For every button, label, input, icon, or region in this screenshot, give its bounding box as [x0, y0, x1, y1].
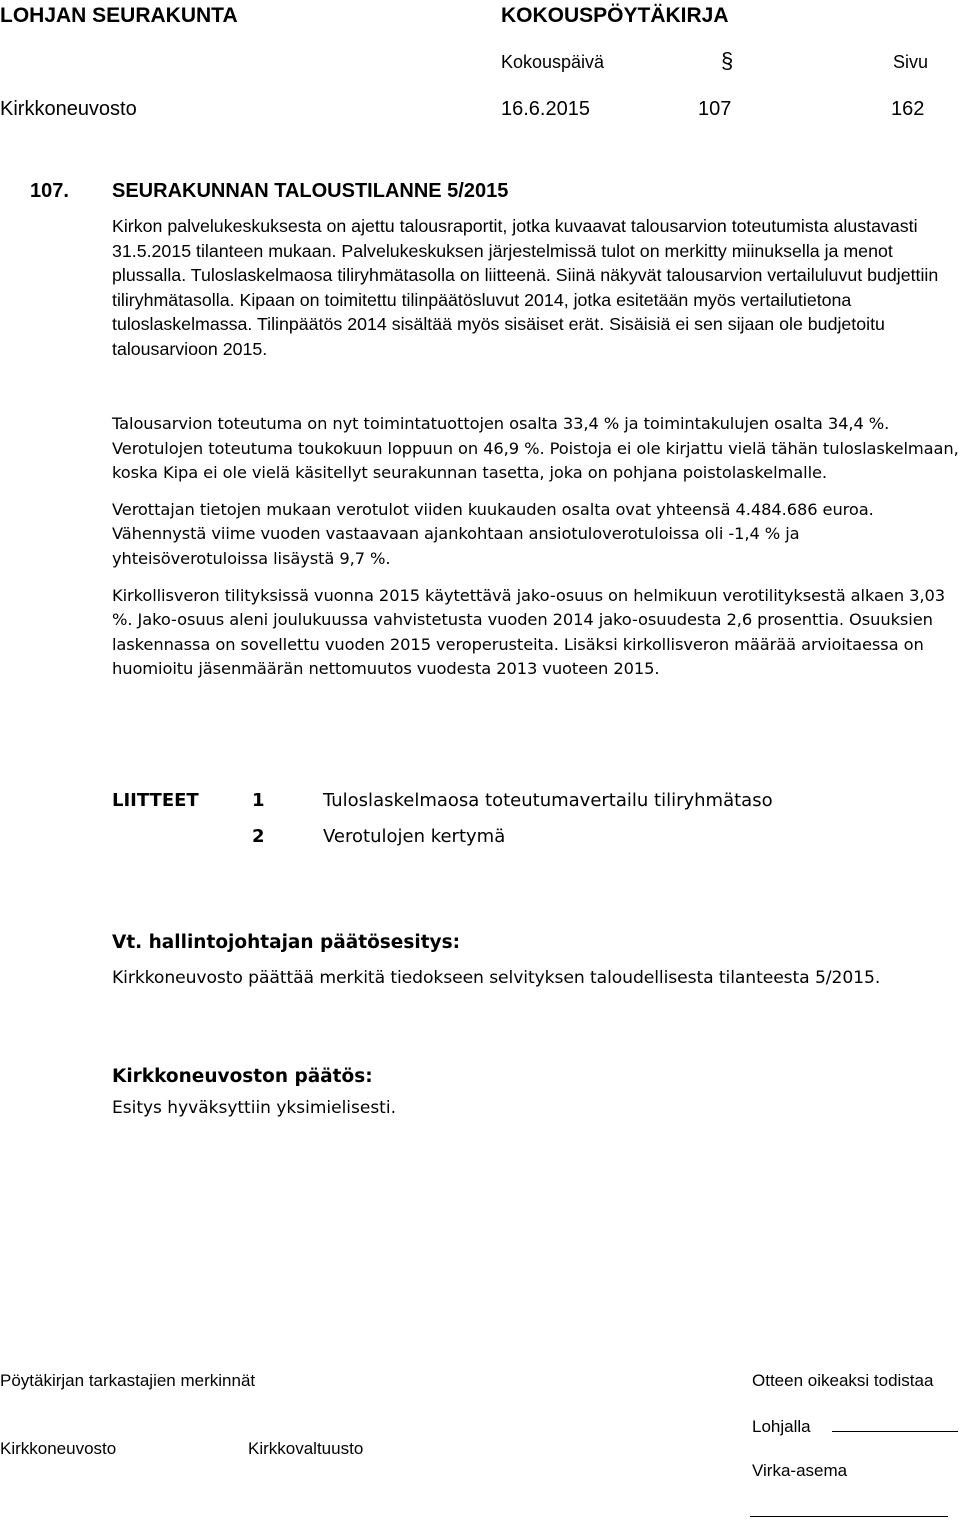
paragraph-tax-share: Kirkollisveron tilityksissä vuonna 2015 käytettävä jako-osuus on helmikuun verotilityksestä alkaen 3,03 %. Jako-osuus aleni joulukuussa vahvistetusta vuoden 2014 jako-osuudesta 2,6 prosenttia. Osuuksien laskennassa on sovellettu vuoden 2015 veroperusteita. Lisäksi kirkollisveron määrää arvioitaessa on huomioitu jäsenmäärän nettomuutos vuodesta 2013 vuoteen 2015. — [112, 585, 945, 679]
attachment-1-title: Tuloslaskelmaosa toteutumavertailu tiliryhmätaso — [323, 790, 773, 811]
section-number: 107 — [698, 98, 732, 120]
place-signature-line — [832, 1431, 958, 1432]
attachment-2-title: Verotulojen kertymä — [323, 826, 506, 847]
paragraph-realization: Talousarvion toteutuma on nyt toimintatuottojen osalta 33,4 % ja toimintakulujen osalta 34,4 %. Verotulojen toteutuma toukokuun loppuun on 46,9 %. Poistoja ei ole kirjattu vielä tähän tuloslaskelmaan, koska Kipa ei ole vielä käsitellyt seurakunnan tasetta, joka on pohjana poistolaskelmalle. — [112, 414, 959, 483]
reviewer-col-2: Kirkkovaltuusto — [248, 1439, 364, 1458]
organization-name: LOHJAN SEURAKUNTA — [0, 4, 238, 27]
body-section-2 — [112, 412, 960, 694]
attachment-1-number: 1 — [252, 790, 265, 811]
decision-text: Esitys hyväksyttiin yksimielisesti. — [112, 1098, 396, 1118]
signature-line — [750, 1516, 948, 1517]
place-label: Lohjalla — [752, 1417, 811, 1436]
section-symbol: § — [721, 48, 734, 73]
body-section — [112, 214, 960, 372]
page-label: Sivu — [893, 52, 929, 72]
proposal-text: Kirkkoneuvosto päättää merkitä tiedokseen selvityksen taloudellisesta tilanteesta 5/2015. — [112, 968, 881, 988]
document-type: KOKOUSPÖYTÄKIRJA — [501, 4, 729, 27]
attachments-label: LIITTEET — [112, 790, 199, 811]
item-number: 107. — [30, 180, 69, 202]
position-label: Virka-asema — [752, 1461, 848, 1480]
proposal-heading: Vt. hallintojohtajan päätösesitys: — [112, 932, 461, 953]
attachment-2-number: 2 — [252, 826, 265, 847]
date-label: Kokouspäivä — [501, 52, 605, 72]
certified-label: Otteen oikeaksi todistaa — [752, 1371, 934, 1390]
item-title: SEURAKUNNAN TALOUSTILANNE 5/2015 — [112, 180, 509, 202]
reviewers-label: Pöytäkirjan tarkastajien merkinnät — [0, 1371, 256, 1390]
page-number: 162 — [891, 98, 925, 120]
decision-heading: Kirkkoneuvoston päätös: — [112, 1066, 373, 1087]
reviewer-col-1: Kirkkoneuvosto — [0, 1439, 117, 1458]
paragraph-report: Kirkon palvelukeskuksesta on ajettu talousraportit, jotka kuvaavat talousarvion toteutumista alustavasti 31.5.2015 tilanteen mukaan. Palvelukeskuksen järjestelmissä tulot on merkitty miinuksella ja menot plussalla. Tuloslaskelmaosa tiliryhmätasolla on liitteenä. Siinä näkyvät talousarvion vertailuluvut budjettiin tiliryhmätasolla. Kipaan on toimitettu tilinpäätösluvut 2014, jotka esitetään myös vertailutietona tuloslaskelmassa. Tilinpäätös 2014 sisältää myös sisäiset erät. Sisäisiä ei sen sijaan ole budjetoitu talousarvioon 2015. — [112, 216, 939, 359]
paragraph-tax-income: Verottajan tietojen mukaan verotulot viiden kuukauden osalta ovat yhteensä 4.484.686 euroa. Vähennystä viime vuoden vastaavaan ajankohtaan ansiotuloverotuloissa oli -1,4 % ja yhteisöverotuloissa lisäystä 9,7 %. — [112, 499, 874, 568]
meeting-body: Kirkkoneuvosto — [0, 98, 137, 120]
meeting-date: 16.6.2015 — [501, 98, 590, 120]
